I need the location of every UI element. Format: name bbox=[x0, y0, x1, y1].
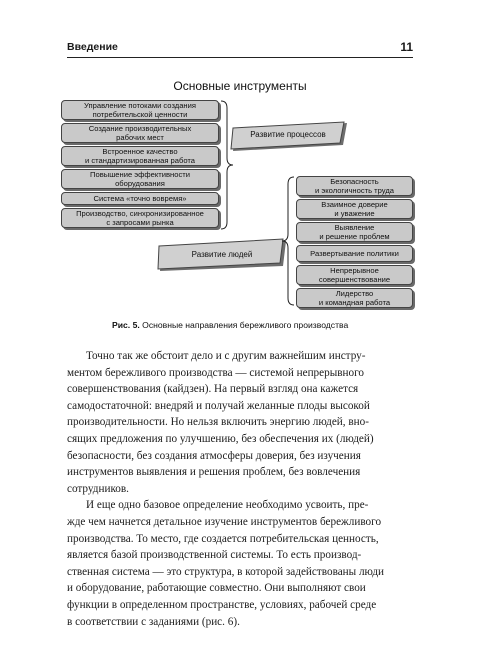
paragraph-line: совершенствования (кайдзен). На первый взгляд она кажется bbox=[67, 383, 359, 396]
paragraph-line: сотрудников. bbox=[67, 482, 129, 495]
left-tool-box-4 bbox=[61, 169, 219, 189]
right-tool-box-4 bbox=[296, 245, 413, 262]
box-line: и экологичность труда bbox=[315, 186, 394, 195]
box-line: Повышение эффективности bbox=[90, 170, 190, 179]
box-line: Безопасность bbox=[330, 177, 379, 186]
figure-caption-text: Основные направления бережливого производства bbox=[139, 320, 349, 330]
right-tool-box-6 bbox=[296, 288, 413, 308]
right-tool-box-2 bbox=[296, 199, 413, 219]
box-line: Лидерство bbox=[335, 289, 374, 298]
box-line: Развертывание политики bbox=[310, 249, 399, 258]
box-line: с запросами рынка bbox=[106, 218, 174, 227]
box-line: Система «точно вовремя» bbox=[93, 194, 187, 203]
box-line: потребительской ценности bbox=[92, 110, 188, 119]
left-tool-box-3 bbox=[61, 146, 219, 166]
body-text bbox=[67, 348, 413, 630]
box-line: совершенствование bbox=[318, 275, 391, 284]
box-line: рабочих мест bbox=[116, 133, 164, 142]
paragraph-line: безопасности, без создания атмосферы доверия, без изучения bbox=[67, 449, 361, 462]
paragraph-line: производства. То место, где создается потребительская ценность, bbox=[67, 532, 379, 545]
diagram-title: Основные инструменты bbox=[173, 79, 307, 93]
left-brace bbox=[220, 100, 234, 230]
paragraph-line: в соответствии с заданиями (рис. 6). bbox=[67, 615, 240, 628]
right-brace bbox=[281, 176, 295, 306]
box-line: и решение проблем bbox=[319, 232, 390, 241]
left-tool-box-1 bbox=[61, 100, 219, 120]
right-tool-box-3 bbox=[296, 222, 413, 242]
lean-tools-diagram bbox=[0, 0, 480, 320]
box-line: и командная работа bbox=[318, 298, 391, 307]
figure-label: Рис. 5. bbox=[112, 320, 140, 330]
figure-caption bbox=[112, 320, 412, 330]
paragraph-line: сящих предложения по улучшению, без обеспечения их (людей) bbox=[67, 432, 374, 445]
paragraph-line: и оборудование, работающие совместно. Они выполняют свои bbox=[67, 582, 366, 595]
left-tool-box-5 bbox=[61, 192, 219, 205]
people-development-label: Развитие людей bbox=[191, 250, 253, 259]
paragraph-line: производительности. Но нельзя включить энергию людей, вно- bbox=[67, 416, 369, 429]
left-tool-box-6 bbox=[61, 208, 219, 228]
box-line: Выявление bbox=[334, 223, 375, 232]
box-line: Встроенное качество bbox=[102, 147, 178, 156]
paragraph-line: И еще одно базовое определение необходимо усвоить, пре- bbox=[86, 499, 369, 512]
paragraph-line: инструментов выявления и решения проблем, без вовлечения bbox=[67, 466, 361, 479]
paragraph-line: жде чем начнется детальное изучение инструментов бережливого bbox=[67, 515, 382, 528]
box-line: и уважение bbox=[334, 209, 375, 218]
left-tool-box-2 bbox=[61, 123, 219, 143]
box-line: оборудования bbox=[115, 179, 165, 188]
box-line: и стандартизированная работа bbox=[84, 156, 196, 165]
paragraph-line: ственная система — это структура, в которой задействованы люди bbox=[67, 565, 385, 578]
process-development-label: Развитие процессов bbox=[250, 130, 326, 139]
section-title: Введение bbox=[67, 41, 118, 53]
paragraph-line: Точно так же обстоит дело и с другим важнейшим инстру- bbox=[86, 350, 366, 362]
box-line: Управление потоками создания bbox=[84, 101, 196, 110]
box-line: Непрерывное bbox=[330, 266, 379, 275]
box-line: Производство, синхронизированное bbox=[76, 209, 204, 218]
paragraph-line: ментом бережливого производства — системой непрерывного bbox=[67, 366, 364, 379]
right-tool-box-5 bbox=[296, 265, 413, 285]
paragraph-line: является базой производственной системы. То есть производ- bbox=[67, 549, 362, 562]
box-line: Создание производительных bbox=[88, 124, 192, 133]
paragraph-line: самодостаточной: внедряй и получай желанные плоды высокой bbox=[67, 399, 370, 412]
page-number: 11 bbox=[400, 40, 413, 54]
box-line: Взаимное доверие bbox=[321, 200, 388, 209]
paragraph-line: функции в определенном пространстве, условиях, рабочей среде bbox=[67, 598, 377, 611]
right-tool-box-1 bbox=[296, 176, 413, 196]
